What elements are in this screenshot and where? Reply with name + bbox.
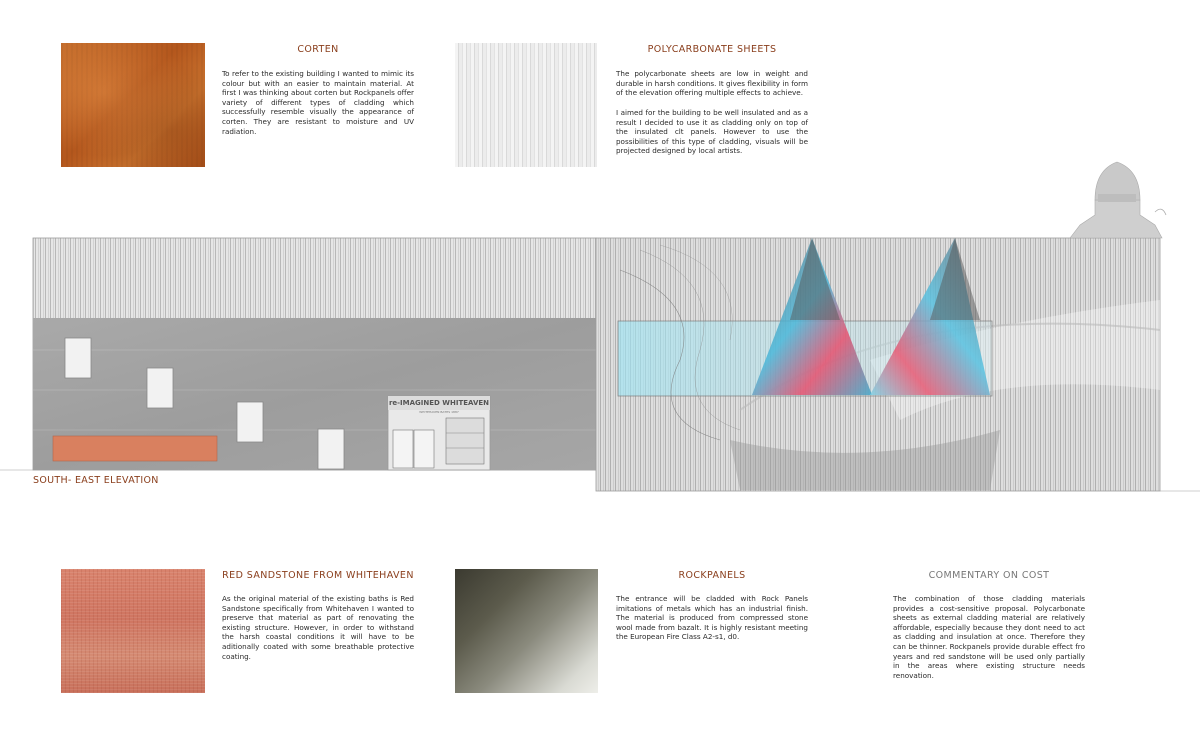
elevation-title: SOUTH- EAST ELEVATION: [33, 475, 159, 486]
entrance-sign: re-IMAGINED WHITEAVEN: [388, 399, 490, 407]
south-east-elevation-drawing: [0, 150, 1200, 500]
polycarbonate-swatch: [455, 43, 597, 167]
sandstone-swatch: [61, 569, 205, 693]
sandstone-heading: RED SANDSTONE FROM WHITEHAVEN: [222, 570, 414, 581]
polycarbonate-heading: POLYCARBONATE SHEETS: [647, 44, 777, 55]
polycarbonate-text: The polycarbonate sheets are low in weight and durable in harsh conditions. It gives flexibility in form of the elevation offering multiple effects to achieve.: [616, 69, 808, 98]
cost-heading: COMMENTARY ON COST: [928, 570, 1050, 581]
entrance-subsign: WHITEHAVEN BATHS 1887: [419, 410, 459, 414]
polycarbonate-text-2: I aimed for the building to be well insulated and as a result I decided to use it as cladding only on top of the insulated clt panels. However to use the possibilities of this type of cladding, visuals will be projected designed by local artists.: [616, 108, 808, 156]
corten-swatch: [61, 43, 205, 167]
rockpanels-text: The entrance will be cladded with Rock Panels imitations of metals which has an industrial finish. The material is produced from compressed stone wool made from bazalt. It is highly resistant meeting the European Fire Class A2-s1, d0.: [616, 594, 808, 642]
corten-text: To refer to the existing building I wanted to mimic its colour but with an easier to maintain material. At first I was thinking about corten but Rockpanels offer variety of different types of cladding which successfully resemble visually the appearance of corten. They are resistant to moisture and UV radiation.: [222, 69, 414, 136]
sandstone-text: As the original material of the existing baths is Red Sandstone specifically from Whitehaven I wanted to preserve that material as part of renovating the existing structure. However, in order to withstand the harsh coastal conditions it will have to be aditionally coated with some breathable protective coating.: [222, 594, 414, 661]
rockpanel-swatch: [455, 569, 598, 693]
cost-text: The combination of those cladding materials provides a cost-sensitive proposal. Polycarbonate sheets as external cladding material are relatively affordable, especially because they dont need to act as cladding and insulation at once. Therefore they can be thinner. Rockpanels provide durable effect fro years and red sandstone will be used only partially in the areas where existing structure needs renovation.: [893, 594, 1085, 680]
rockpanels-heading: ROCKPANELS: [678, 570, 746, 581]
corten-heading: CORTEN: [297, 44, 339, 55]
